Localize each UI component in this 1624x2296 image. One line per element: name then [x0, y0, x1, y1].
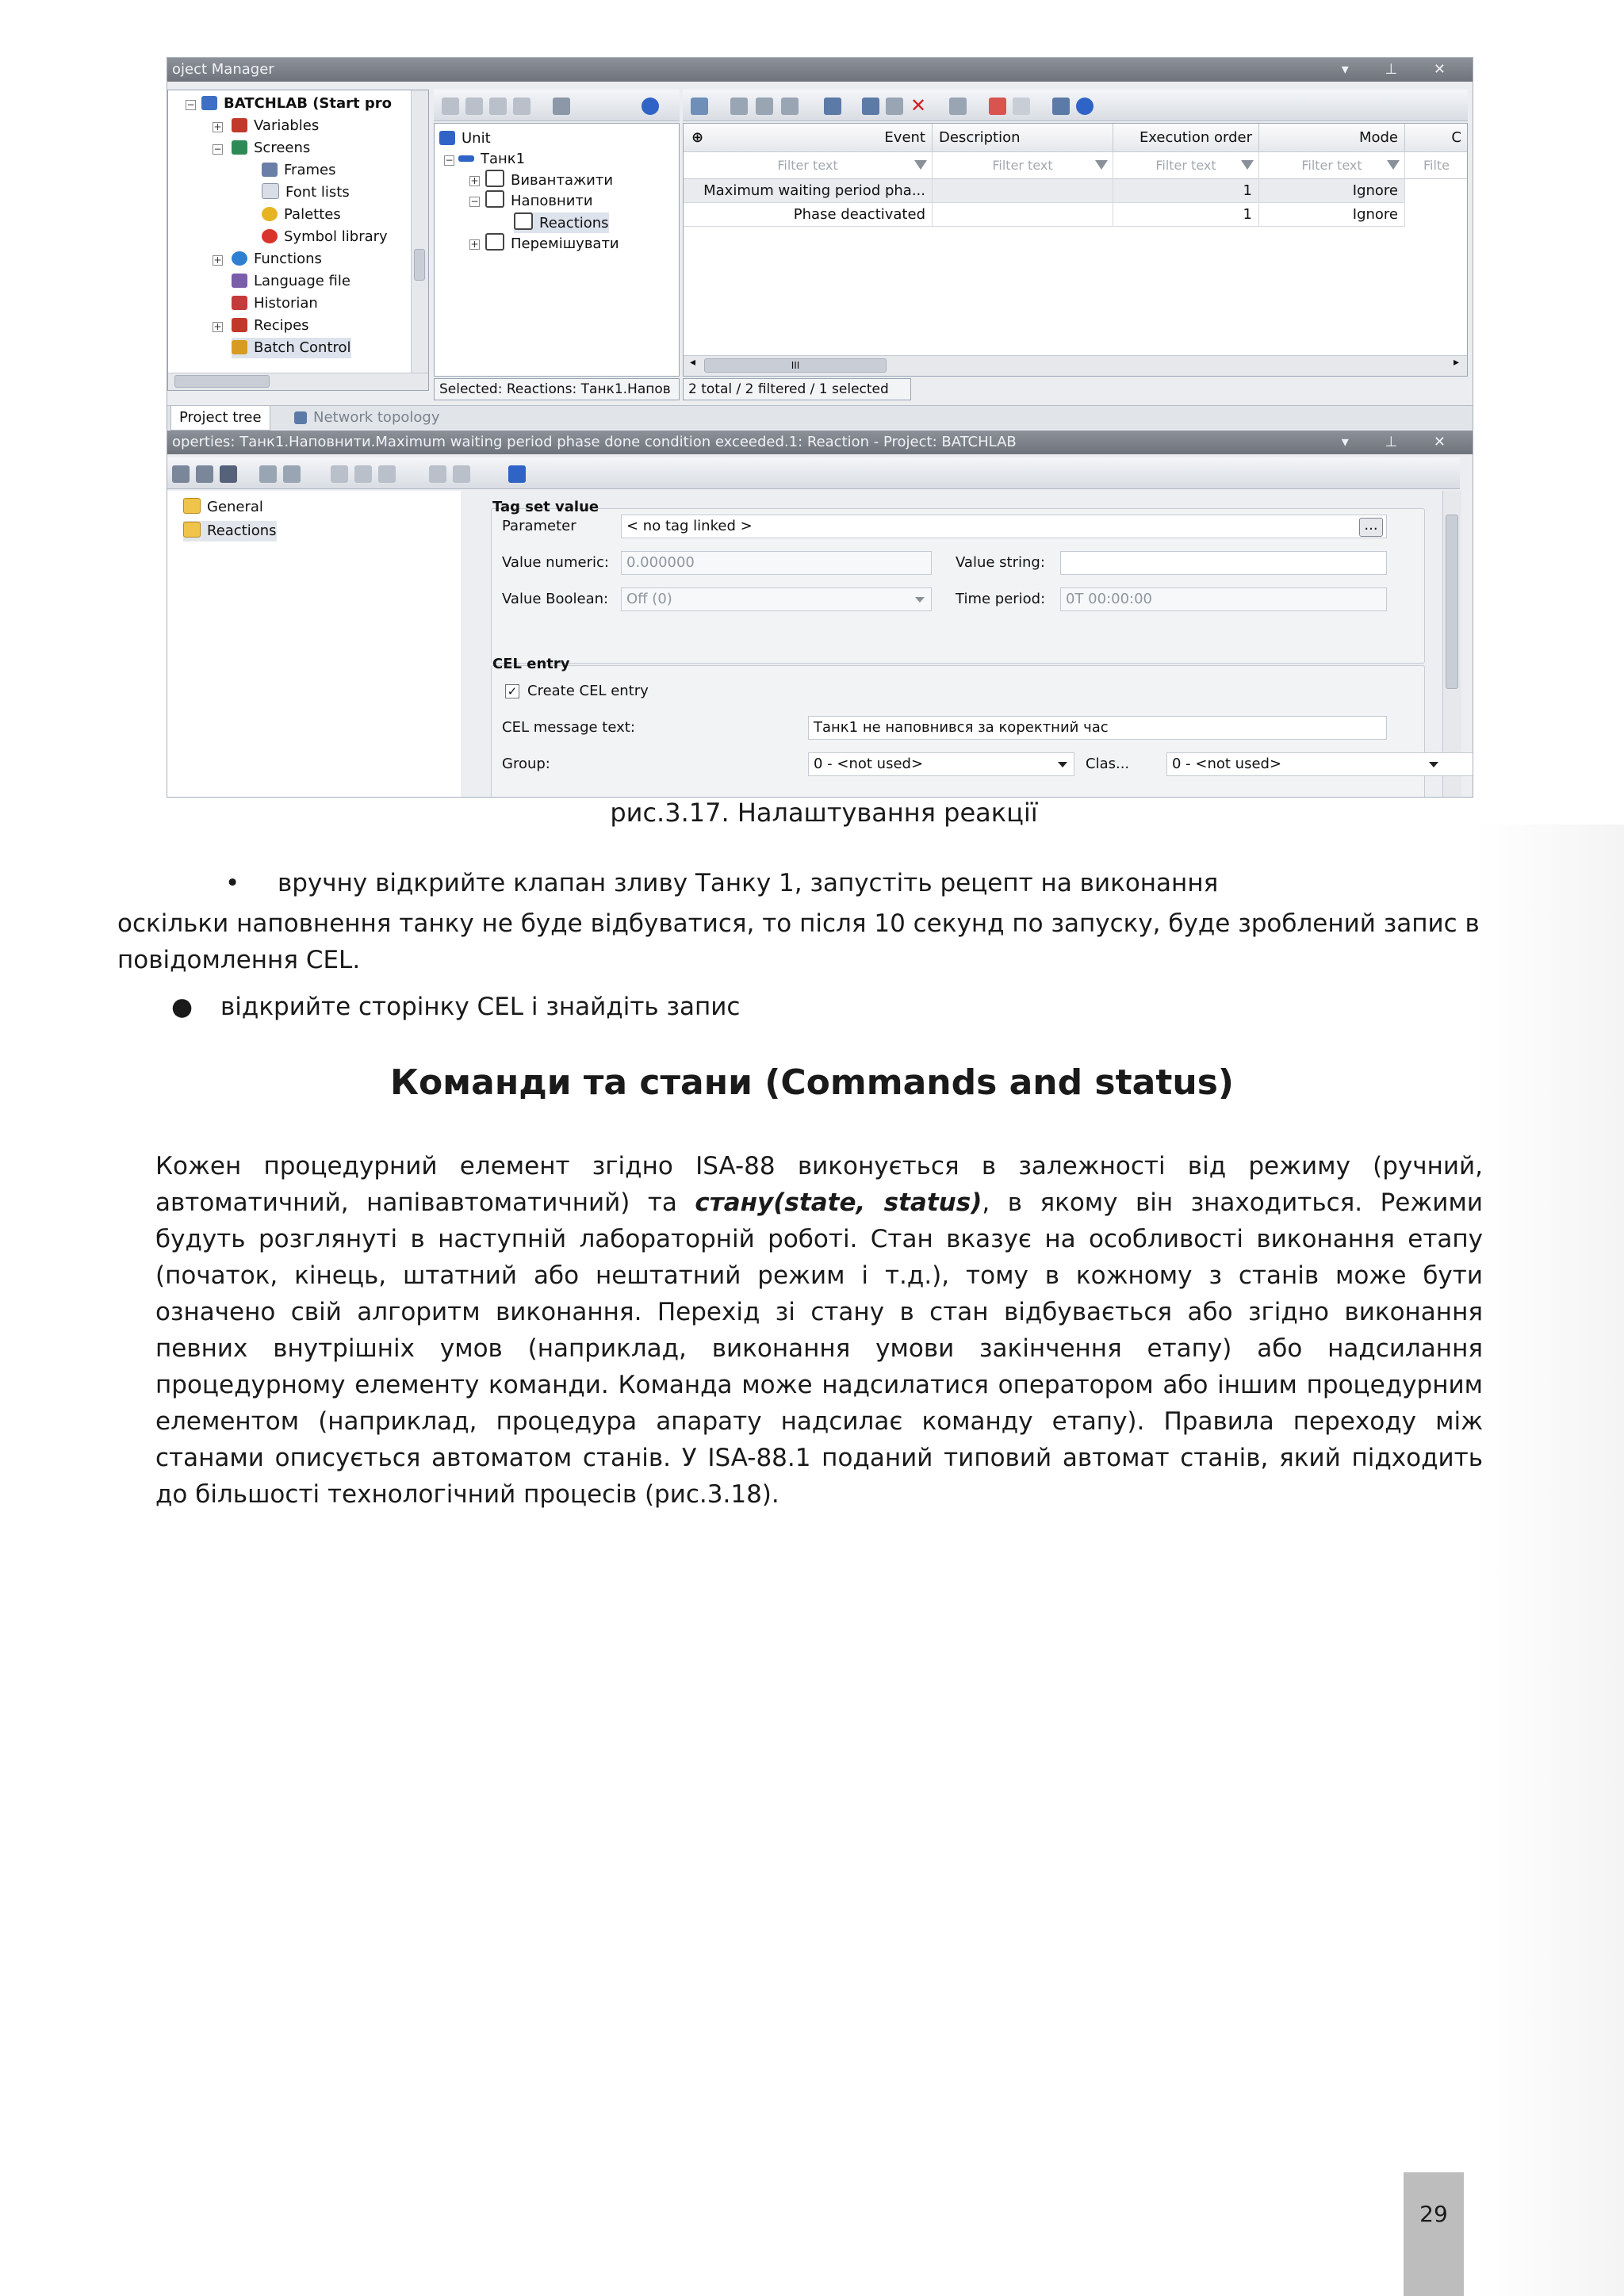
cell-event: Phase deactivated [684, 203, 933, 227]
properties-vertical-scrollbar[interactable] [1442, 491, 1461, 798]
folder-icon [183, 522, 201, 538]
phase-icon [485, 190, 504, 208]
expand-icon[interactable]: + [213, 121, 222, 132]
window-buttons[interactable]: ▾ ⊥ ✕ [1341, 61, 1461, 78]
column-header-execution-order[interactable]: Execution order [1113, 124, 1259, 152]
expand-icon[interactable]: − [213, 144, 222, 155]
edit-icon[interactable] [442, 98, 459, 115]
unit-tree-item-tank1[interactable]: Танк1 [458, 149, 525, 170]
tab-network-topology[interactable]: Network topology [286, 406, 447, 430]
tree-item-recipes[interactable]: Recipes [232, 316, 309, 336]
filter-execution-order[interactable]: Filter text [1113, 152, 1259, 179]
filter-icon[interactable] [949, 98, 967, 115]
properties-content [462, 491, 1473, 798]
tag-set-value-title: Tag set value [492, 499, 599, 515]
tree-item-screens[interactable]: Screens [232, 138, 310, 159]
cell-order: 1 [1113, 179, 1259, 203]
tree-item-font-lists[interactable]: Font lists [262, 182, 350, 203]
scroll-left-icon[interactable]: ◂ [690, 356, 696, 369]
filter-mode[interactable]: Filter text [1259, 152, 1405, 179]
bullet-item-2: ● відкрийте сторінку CEL і знайдіть запис [171, 993, 741, 1021]
expand-icon[interactable]: − [445, 155, 454, 166]
figure-caption: рис.3.17. Налаштування реакції [610, 798, 1038, 828]
expand-icon[interactable]: − [186, 99, 195, 110]
reaction-grid [683, 123, 1468, 377]
detail-view-icon[interactable] [196, 465, 213, 483]
page-edge-shade [1475, 825, 1624, 2296]
unit-toolbar [434, 90, 680, 121]
expand-icon[interactable]: + [213, 254, 222, 266]
frames-icon [262, 163, 278, 177]
column-icon[interactable] [429, 465, 446, 483]
group-label: Group: [502, 756, 550, 772]
language-file-icon [232, 274, 247, 288]
expand-icon[interactable]: + [470, 175, 479, 186]
column-header-c[interactable]: C [1405, 124, 1468, 152]
delete-icon[interactable] [513, 98, 530, 115]
screenshot-figure [167, 57, 1473, 798]
properties-title: operties: Танк1.Наповнити.Maximum waiting period phase done condition exceeded.1: Reaction - Project: BATCHLAB [172, 434, 1017, 450]
project-manager-tabs [167, 405, 1473, 430]
properties-toolbar [167, 457, 1460, 489]
project-tree-panel [167, 90, 429, 391]
filter-description[interactable]: Filter text [933, 152, 1113, 179]
class-label: Clas... [1086, 756, 1130, 772]
grid-status: 2 total / 2 filtered / 1 selected [683, 378, 911, 400]
cel-message-field[interactable]: Танк1 не наповнився за коректний час [808, 716, 1387, 740]
collapse-all-icon[interactable] [354, 465, 372, 483]
variables-icon [232, 118, 247, 132]
scroll-thumb[interactable] [174, 375, 270, 388]
funnel-icon[interactable] [1241, 160, 1254, 170]
column-header-event[interactable]: ⊕ Event [684, 124, 933, 152]
time-period-field[interactable]: 0T 00:00:00 [1060, 587, 1387, 611]
window-buttons[interactable]: ▾ ⊥ ✕ [1341, 434, 1461, 450]
browse-button[interactable]: ... [1359, 518, 1383, 537]
page-number: 29 [1419, 2201, 1448, 2227]
properties-titlebar [167, 430, 1473, 454]
section-heading: Команди та стани (Commands and status) [389, 1062, 1234, 1103]
tree-item-frames[interactable]: Frames [262, 160, 335, 181]
tree-horizontal-scrollbar[interactable] [168, 373, 428, 390]
expand-icon[interactable]: + [213, 321, 222, 332]
cell-mode: Ignore [1259, 203, 1405, 227]
time-period-label: Time period: [956, 591, 1046, 607]
copy-icon[interactable] [465, 98, 483, 115]
view-icon[interactable] [553, 98, 570, 115]
paste-icon[interactable] [489, 98, 507, 115]
category-reactions[interactable]: Reactions [183, 521, 277, 541]
copy-icon[interactable] [862, 98, 879, 115]
reactions-icon [514, 212, 533, 230]
favorites-icon[interactable] [259, 465, 277, 483]
row-icon[interactable] [453, 465, 470, 483]
field-icon[interactable] [378, 465, 396, 483]
cell-order: 1 [1113, 203, 1259, 227]
scroll-thumb[interactable]: III [704, 358, 887, 373]
expand-icon[interactable]: + [470, 239, 479, 250]
tree-item-functions[interactable]: Functions [232, 249, 322, 270]
page-number-box [1404, 2172, 1464, 2296]
class-select[interactable]: 0 - <not used> [1166, 752, 1473, 776]
parameter-field[interactable]: < no tag linked > ... [621, 515, 1387, 538]
value-boolean-label: Value Boolean: [502, 591, 609, 607]
functions-icon [232, 251, 247, 266]
cell-description [933, 203, 1113, 227]
selected-status: Selected: Reactions: Танк1.Напов [434, 378, 680, 400]
project-icon [201, 96, 217, 110]
properties-category-list [167, 491, 461, 798]
symbol-library-icon [262, 229, 278, 243]
cell-mode: Ignore [1259, 179, 1405, 203]
group-select[interactable]: 0 - <not used> [808, 752, 1074, 776]
grid-horizontal-scrollbar[interactable] [684, 355, 1467, 376]
properties-icon[interactable] [1052, 98, 1070, 115]
tab-project-tree[interactable]: Project tree [170, 406, 270, 430]
scroll-right-icon[interactable]: ▸ [1453, 356, 1459, 369]
tree-item-variables[interactable]: Variables [232, 116, 319, 136]
create-cel-label: Create CEL entry [527, 683, 649, 699]
expand-all-icon[interactable] [331, 465, 348, 483]
search-icon[interactable] [1013, 98, 1030, 115]
funnel-icon[interactable] [1387, 160, 1400, 170]
paste-icon[interactable] [886, 98, 903, 115]
tree-item-language-file[interactable]: Language file [232, 271, 350, 292]
reaction-toolbar [683, 90, 1468, 121]
unit-tree-item-unit[interactable]: Unit [439, 128, 491, 149]
move-up-icon[interactable] [730, 98, 748, 115]
column-header-mode[interactable]: Mode [1259, 124, 1405, 152]
scroll-thumb[interactable] [414, 249, 425, 281]
tree-vertical-scrollbar[interactable] [411, 90, 428, 373]
cel-entry-title: CEL entry [492, 656, 570, 672]
recipes-icon [232, 318, 247, 332]
batch-control-icon [232, 340, 247, 354]
value-boolean-select[interactable]: Off (0) [621, 587, 932, 611]
folder-icon [183, 498, 201, 514]
chevron-down-icon[interactable] [1058, 762, 1067, 767]
tree-item-symbol-library[interactable]: Symbol library [262, 227, 388, 247]
unit-icon [439, 131, 455, 145]
palette-icon [262, 207, 278, 221]
expand-icon[interactable]: − [470, 196, 479, 207]
binoculars-icon: ⊕ [691, 129, 704, 146]
chevron-down-icon[interactable] [1429, 762, 1438, 767]
unit-tree-panel [434, 123, 680, 377]
screens-icon [232, 140, 247, 155]
delete-icon[interactable]: ✕ [910, 94, 927, 117]
funnel-icon[interactable] [914, 160, 927, 170]
unit-tree-item-mix[interactable]: Перемішувати [485, 233, 619, 254]
tank-icon [458, 155, 474, 162]
value-string-label: Value string: [956, 554, 1045, 571]
phase-icon [485, 170, 504, 187]
chevron-down-icon[interactable] [915, 597, 925, 603]
unit-tree-item-reactions[interactable]: Reactions [514, 212, 609, 233]
move-down-icon[interactable] [756, 98, 773, 115]
bullet-dot-icon: • [225, 869, 240, 897]
project-manager-title: oject Manager [172, 61, 274, 78]
historian-icon [232, 296, 247, 310]
network-icon [294, 411, 307, 424]
help-icon[interactable] [508, 465, 526, 483]
bullet-item-1: • вручну відкрийте клапан зливу Танку 1, запустіть рецепт на виконання [225, 869, 1219, 897]
cel-message-label: CEL message text: [502, 719, 635, 736]
phase-icon [485, 233, 504, 251]
sort-icon[interactable] [781, 98, 799, 115]
tree-item-palettes[interactable]: Palettes [262, 205, 341, 225]
filter-c[interactable]: Filte [1405, 152, 1468, 179]
create-cel-checkbox[interactable]: ✓ [505, 684, 519, 698]
funnel-icon[interactable] [1095, 160, 1108, 170]
category-general[interactable]: General [183, 497, 263, 518]
column-header-description[interactable]: Description [933, 124, 1113, 152]
value-string-field[interactable] [1060, 551, 1387, 575]
tree-item-historian[interactable]: Historian [232, 293, 318, 314]
filter-event[interactable]: Filter text [684, 152, 933, 179]
tree-item-batch-control[interactable]: Batch Control [232, 338, 351, 358]
cell-description [933, 179, 1113, 203]
parameter-label: Parameter [502, 518, 576, 534]
cell-event: Maximum waiting period pha... [684, 179, 933, 203]
font-list-icon [262, 183, 279, 199]
help-icon[interactable] [1076, 98, 1094, 115]
link-icon[interactable] [691, 98, 708, 115]
paragraph-cel-note: оскільки наповнення танку не буде відбуватися, то після 10 секунд по запуску, буде зроблений запис в повідомлення CEL. [117, 909, 1480, 974]
grouped-view-icon[interactable] [220, 465, 237, 483]
sort-icon[interactable] [283, 465, 301, 483]
project-manager-titlebar [167, 58, 1473, 82]
list-view-icon[interactable] [172, 465, 190, 483]
help-icon[interactable] [642, 98, 659, 115]
unit-tree-item-fill[interactable]: Наповнити [485, 190, 593, 211]
scroll-thumb[interactable] [1446, 515, 1458, 689]
bullet-dot-icon: ● [171, 993, 193, 1021]
tree-item-batchlab[interactable]: BATCHLAB (Start pro [201, 94, 392, 114]
unit-tree-item-unload[interactable]: Вивантажити [485, 170, 613, 190]
value-numeric-label: Value numeric: [502, 554, 609, 571]
body-paragraph: Кожен процедурний елемент згідно ISA-88 виконується в залежності від режиму (ручний, автоматичний, напівавтоматичний) та стану(state, status), в якому він знаходиться. Режими будуть розглянуті в наступній лабораторній роботі. Стан вказує на особливості виконання етапу (початок, кінець, штатний або нештатний режим і т.д.), тому в кожному з станів може бути означено свій алгоритм виконання. Перехід зі стану в стан відбувається або згідно виконання певних внутрішніх умов (наприклад, виконання умови закінчення етапу) або надсилання процедурному елементу команди. Команда може надсилатися оператором або іншим процедурним елементом (наприклад, процедура апарату надсилає команду етапу). Правила переходу між станами описується автоматом станів. У ISA-88.1 поданий типовий автомат станів, який підходить до більшості технологічний процесів (рис.3.18). [155, 1152, 1483, 1509]
value-numeric-field[interactable]: 0.000000 [621, 551, 932, 575]
highlight-icon[interactable] [989, 98, 1006, 115]
export-icon[interactable] [824, 98, 841, 115]
emphasis-state-status: стану(state, status) [695, 1188, 982, 1217]
